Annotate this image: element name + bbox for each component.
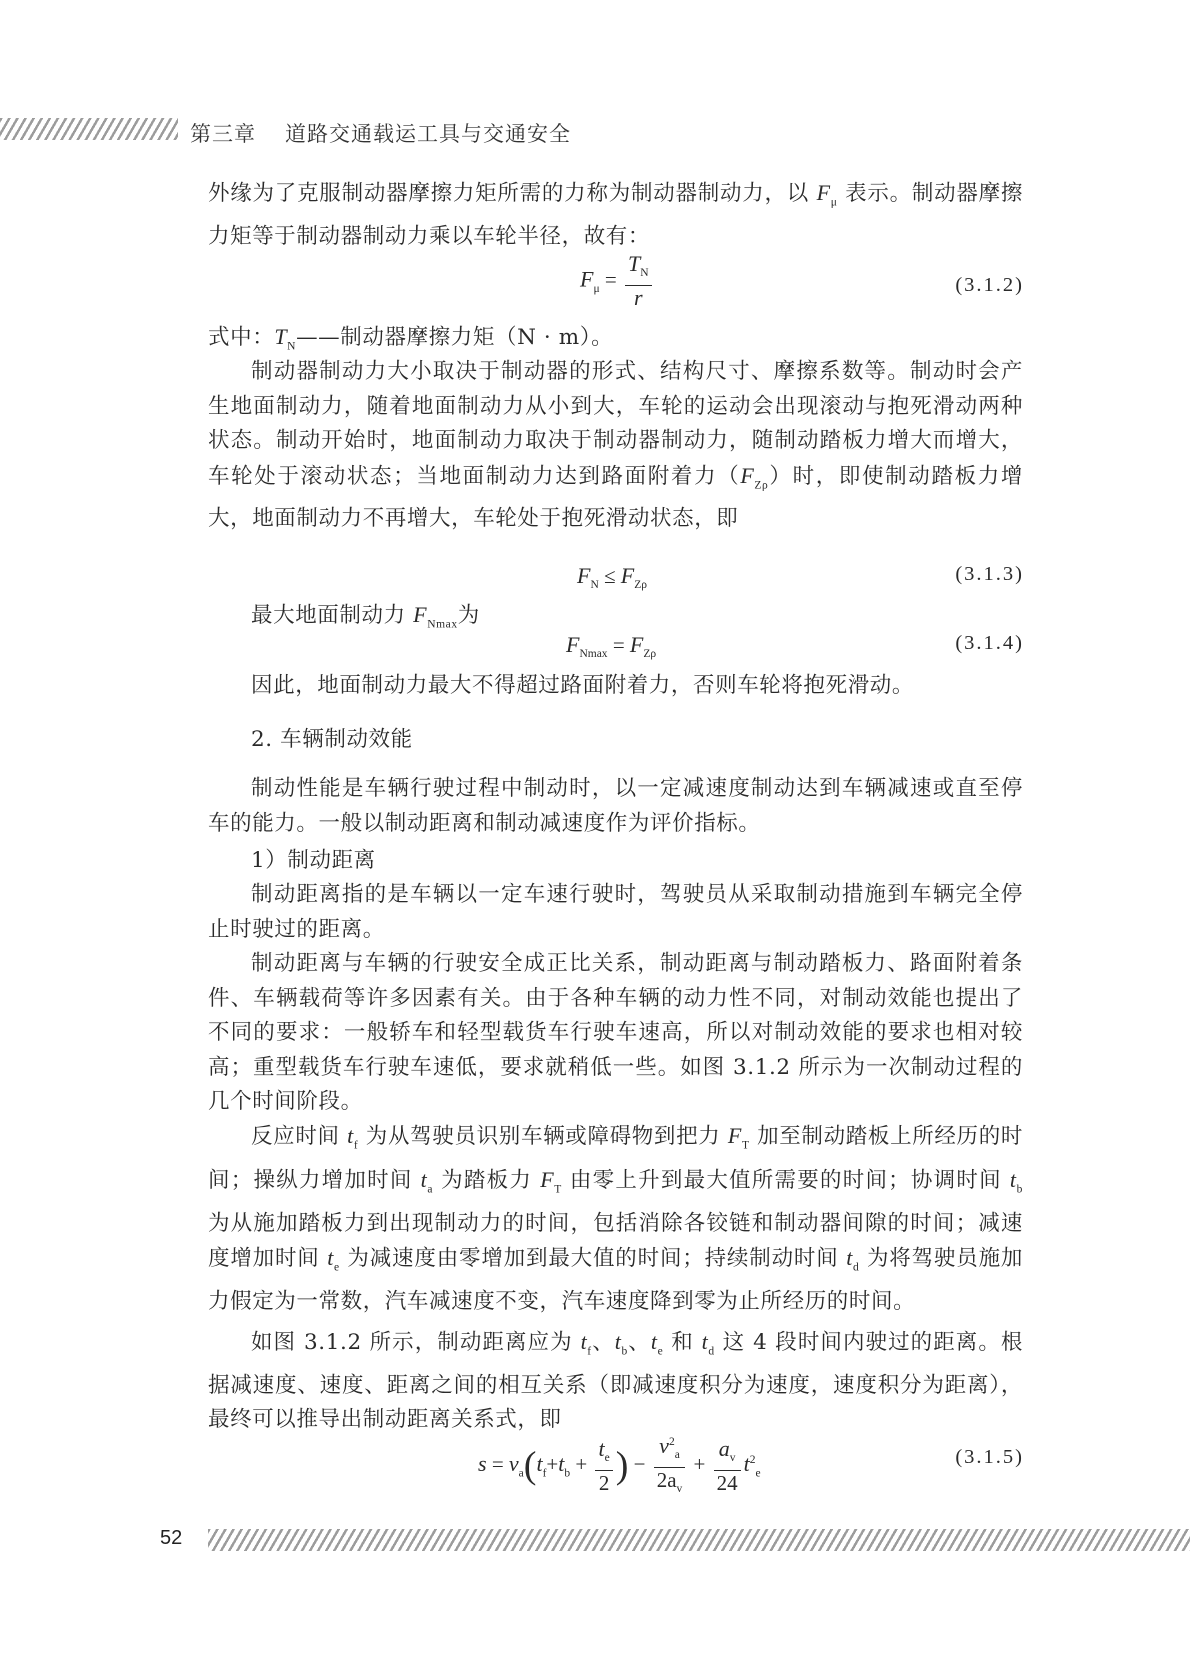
paragraph: 制动性能是车辆行驶过程中制动时，以一定减速度制动达到车辆减速或直至停车的能力。一般以制动距离和制动减速度作为评价指标。 xyxy=(208,776,1023,836)
chapter-label: 第三章 xyxy=(190,122,256,146)
variable-definition: 式中：$T_N——$制动器摩擦力矩（N · m）。 xyxy=(208,324,614,353)
paragraph: 制动器制动力大小取决于制动器的形式、结构尺寸、摩擦系数等。制动时会产生地面制动力，随着地面制动力从小到大，车轮的运动会出现滚动与抱死滑动两种状态。制动开始时，地面制动力取决于制动器制动力，随制动踏板力增大而增大，车轮处于滚动状态；当地面制动力达到路面附着力$(F_{Z\rho})$时，即使制动踏板力增大，地面制动力不再增大，车轮处于抱死滑动状态，即 xyxy=(208,359,1023,532)
equation-number: (3.1.4) xyxy=(955,632,1024,654)
paragraph: 制动距离与车辆的行驶安全成正比关系，制动距离与制动踏板力、路面附着条件、车辆载荷等许多因素有关。由于各种车辆的动力性不同，对制动效能也提出了不同的要求：一般轿车和轻型载货车行驶车速高，所以对制动效能的要求也相对较高；重型载货车行驶车速低，要求就稍低一些。如图 3.1.2 所示为一次制动过程的几个时间阶段。 xyxy=(208,951,1023,1114)
header-stripe-decoration xyxy=(0,118,178,140)
footer-stripe-decoration xyxy=(208,1529,1190,1551)
paragraph-line: 因此，地面制动力最大不得超过路面附着力，否则车轮将抱死滑动。 xyxy=(251,673,915,698)
section-title: 2. 车辆制动效能 xyxy=(251,727,413,752)
paragraph: 制动距离指的是车辆以一定车速行驶时，驾驶员从采取制动措施到车辆完全停止时驶过的距离。 xyxy=(208,882,1023,942)
equation-number: (3.1.3) xyxy=(955,563,1024,585)
subsection-title: 1）制动距离 xyxy=(251,848,376,873)
paragraph-line: 最大地面制动力 $F_{Nmax}$为 xyxy=(251,602,480,631)
equation-3-1-4: $F_{Nmax} = F_{Z\rho}$ xyxy=(566,632,657,661)
equation-3-1-5: $s = v_a(t_f+t_b$ + $\frac{t_e}{2}$ ) − $\frac{v^2_a}{2a_v}$ + $\frac{a_v}{24}$ $t^2_e$ xyxy=(478,1430,761,1501)
equation-3-1-3: $F_N \le F_{Z\rho}$ xyxy=(577,563,648,592)
paragraph: 如图 3.1.2 所示，制动距离应为 $t_f$、$t_b$、$t_e$ 和 $t_d$ 这 4 段时间内驶过的距离。根据减速度、速度、距离之间的相互关系（即减速度积分为速度，速度积分为距离），最终可以推导出制动距离关系式，即 xyxy=(208,1329,1023,1433)
page-number: 52 xyxy=(160,1527,183,1549)
equation-number: (3.1.5) xyxy=(955,1446,1024,1468)
equation-number: (3.1.2) xyxy=(955,274,1024,296)
paragraph: 外缘为了克服制动器摩擦力矩所需的力称为制动器制动力，以 $F_\mu$ 表示。制动器摩擦力矩等于制动器制动力乘以车轮半径，故有： xyxy=(208,180,1023,249)
paragraph: 反应时间 $t_f$ 为从驾驶员识别车辆或障碍物到把力 $F_T$ 加至制动踏板上所经历的时间；操纵力增加时间 $t_a$ 为踏板力 $F_T$ 由零上升到最大值所需要的时间；协调时间 $t_b$ 为从施加踏板力到出现制动力的时间，包括消除各铰链和制动器间隙的时间；减速度增加时间 $t_e$ 为减速度由零增加到最大值的时间；持续制动时间 $t_d$ 为将驾驶员施加力假定为一常数，汽车减速度不变，汽车速度降到零为止所经历的时间。 xyxy=(208,1123,1024,1314)
chapter-title: 道路交通载运工具与交通安全 xyxy=(285,122,571,146)
equation-3-1-2: $F_\mu$ = $\frac{T_N}{r}$ xyxy=(580,252,655,310)
